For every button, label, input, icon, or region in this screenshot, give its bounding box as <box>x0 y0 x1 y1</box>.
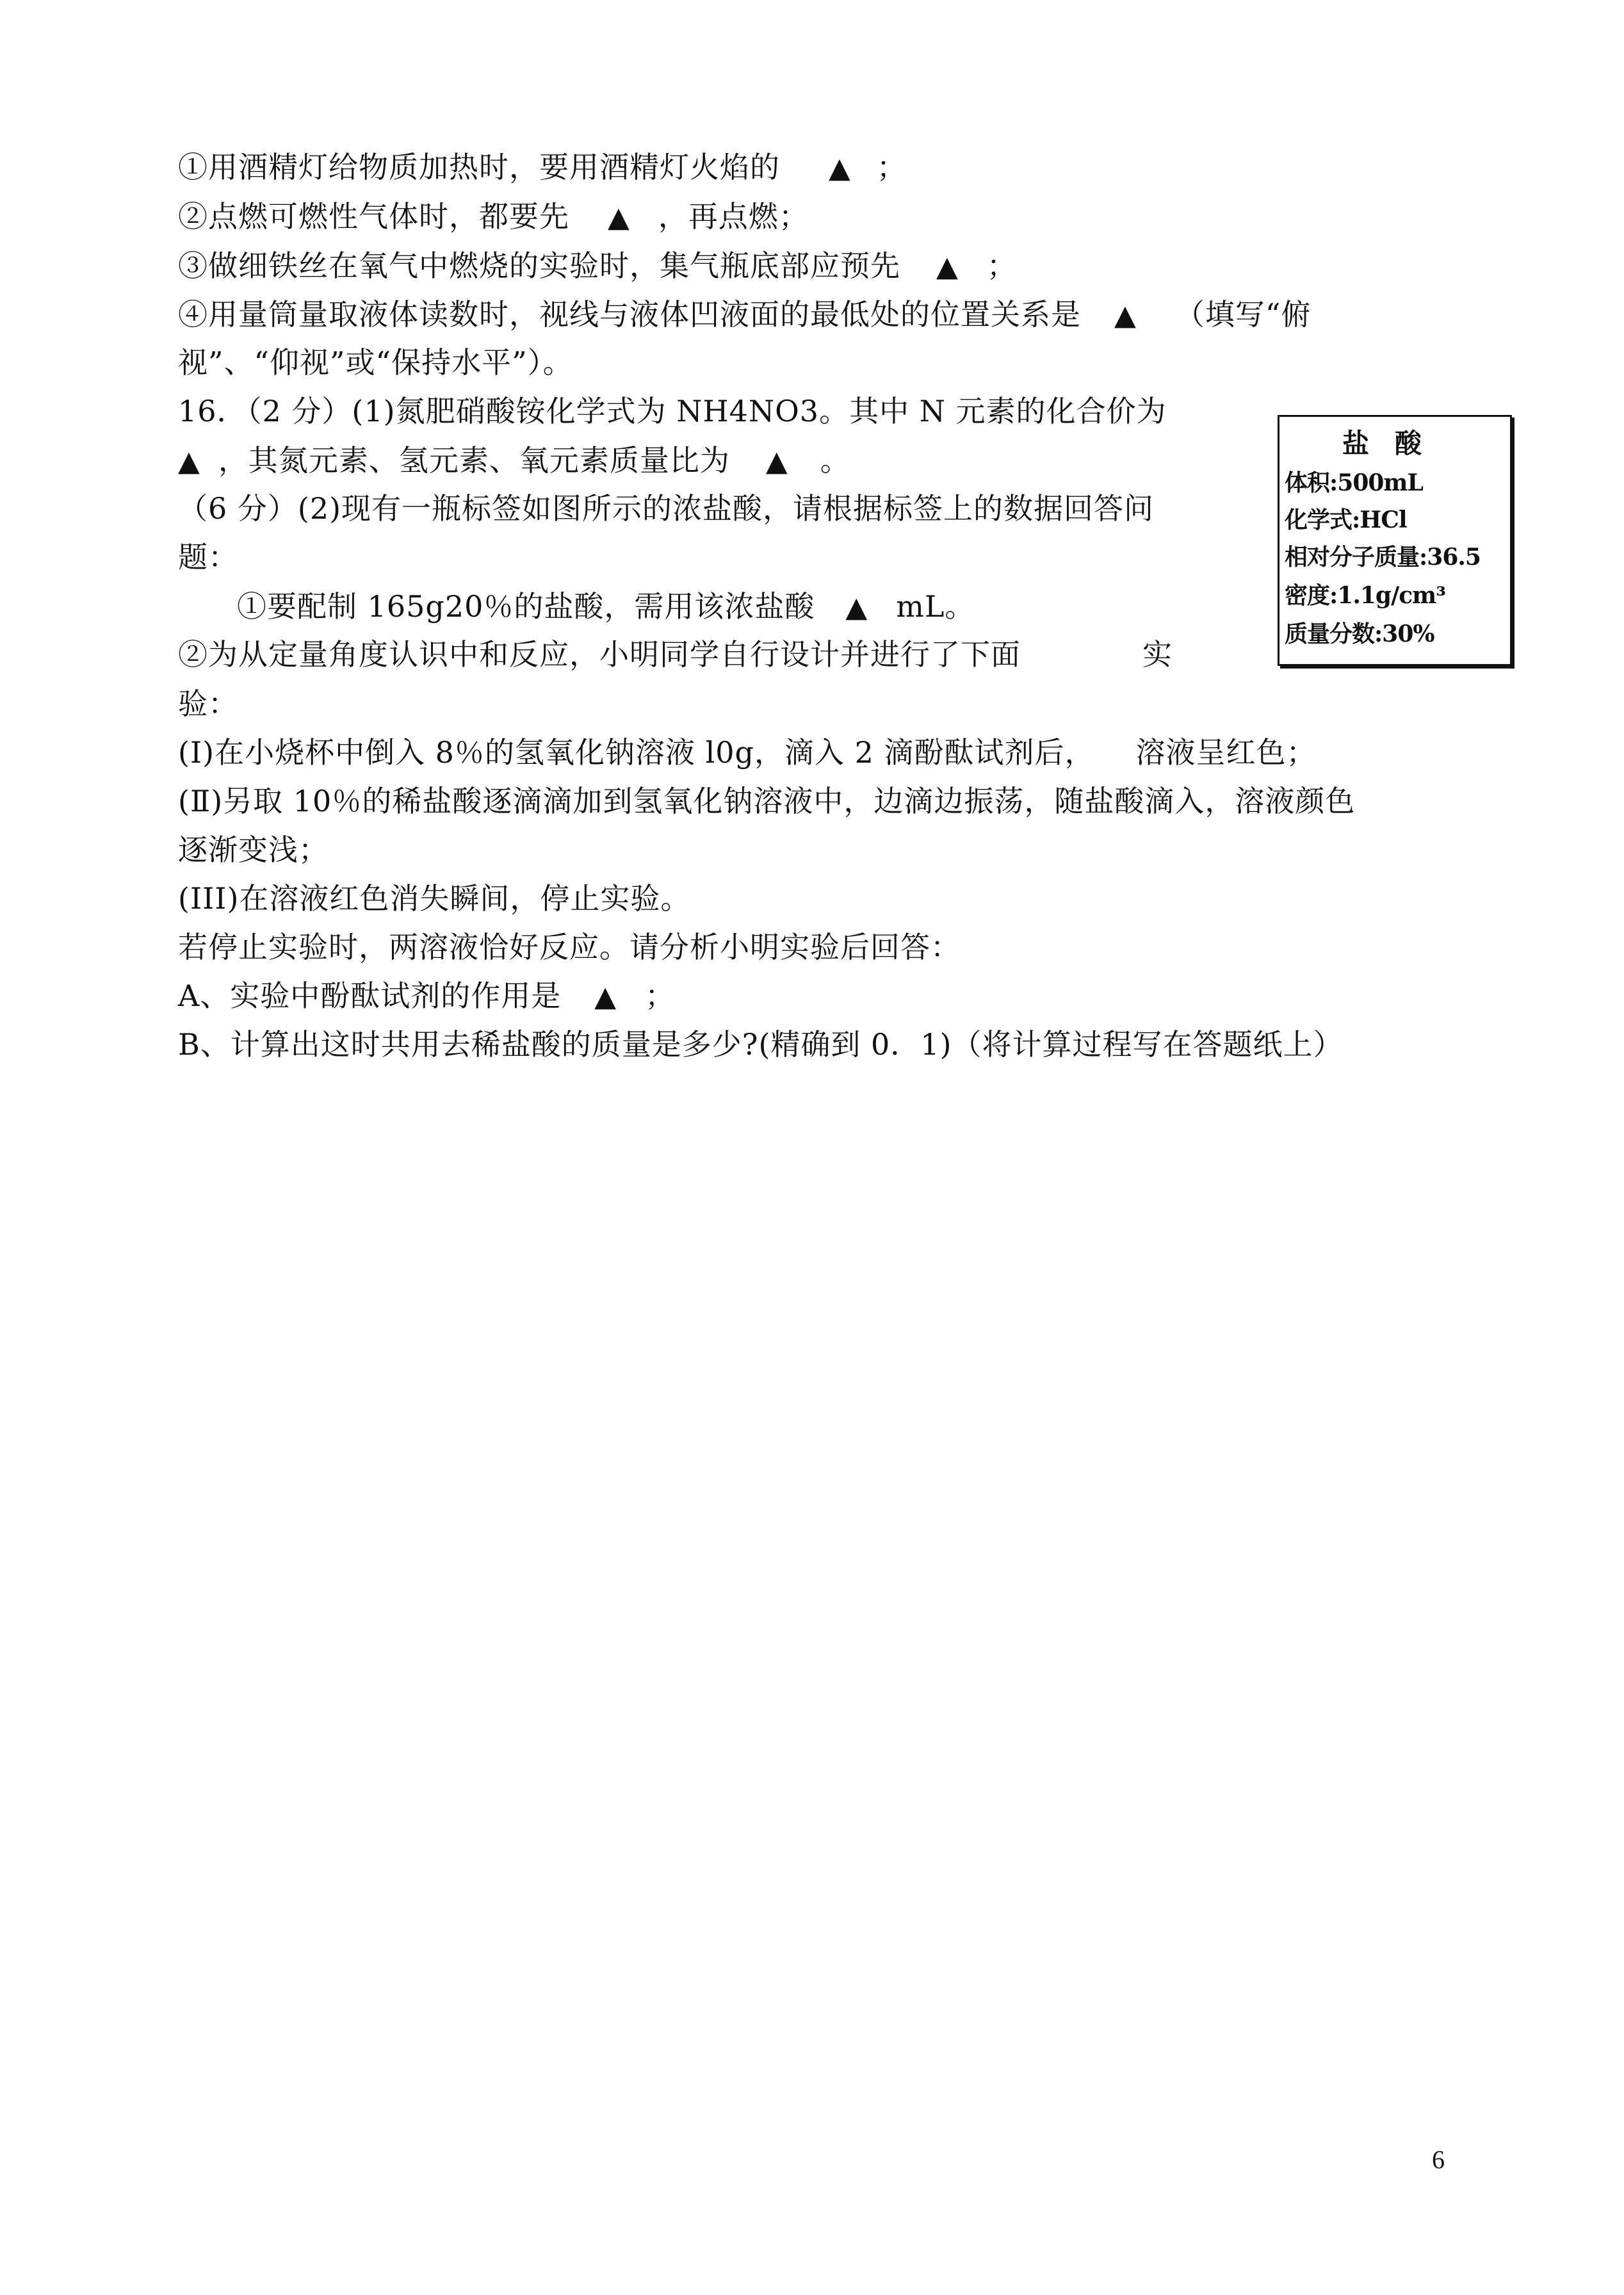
label-mass-fraction: 质量分数:30% <box>1285 620 1434 647</box>
question-line-1: ①用酒精灯给物质加热时，要用酒精灯火焰的 ▲ ； <box>178 147 907 188</box>
answer-blank-marker: ▲ <box>608 201 630 234</box>
question-line-8: （6 分）(2)现有一瓶标签如图所示的浓盐酸，请根据标签上的数据回答问 <box>178 491 1155 526</box>
question-line-12: 验： <box>178 686 238 721</box>
question-line-13: (Ⅰ)在小烧杯中倒入 8％的氢氧化钠溶液 l0g，滴入 2 滴酚酞试剂后， 溶液呈红色； <box>178 735 1317 770</box>
question-line-17: 若停止实验时，两溶液恰好反应。请分析小明实验后回答： <box>178 930 961 964</box>
question-line-18: A、实验中酚酞试剂的作用是 ▲ ； <box>178 976 675 1017</box>
question-line-3: ③做细铁丝在氧气中燃烧的实验时，集气瓶底部应预先 ▲ ； <box>178 246 1017 287</box>
label-density: 密度:1.1g/cm³ <box>1285 582 1446 609</box>
answer-blank-marker: ▲ <box>936 250 959 283</box>
answer-blank-marker: ▲ <box>178 445 200 478</box>
question-line-10: ①要配制 165g20％的盐酸，需用该浓盐酸 ▲ mL。 <box>237 587 975 628</box>
answer-blank-marker: ▲ <box>1114 299 1137 332</box>
question-line-14: (Ⅱ)另取 10％的稀盐酸逐滴滴加到氢氧化钠溶液中，边滴边振荡，随盐酸滴入，溶液颜色 <box>178 784 1356 818</box>
hydrochloric-acid-label <box>1278 415 1512 666</box>
answer-blank-marker: ▲ <box>829 152 851 184</box>
answer-blank-marker: ▲ <box>594 980 617 1013</box>
label-title: 盐酸 <box>1342 428 1447 459</box>
question-line-4: ④用量筒量取液体读数时，视线与液体凹液面的最低处的位置关系是 ▲ （填写“俯 <box>178 295 1311 336</box>
question-line-11: ②为从定量角度认识中和反应，小明同学自行设计并进行了下面 实 <box>178 637 1173 672</box>
question-line-2: ②点燃可燃性气体时，都要先 ▲ ，再点燃； <box>178 197 809 238</box>
answer-blank-marker: ▲ <box>765 445 788 478</box>
label-formula: 化学式:HCl <box>1285 507 1407 533</box>
question-16-heading: 16．（2 分）(1)氮肥硝酸铵化学式为 NH4NO3。其中 N 元素的化合价为 <box>178 394 1167 428</box>
page-number: 6 <box>1432 2145 1445 2174</box>
question-line-15: 逐渐变浅； <box>178 832 329 867</box>
question-line-19: B、计算出这时共用去稀盐酸的质量是多少?(精确到 0．1)（将计算过程写在答题纸上） <box>178 1027 1344 1062</box>
question-line-16: (III)在溶液红色消失瞬间，停止实验。 <box>178 881 691 916</box>
answer-blank-marker: ▲ <box>845 591 868 624</box>
label-volume: 体积:500mL <box>1285 469 1423 496</box>
question-line-7: ▲ ，其氮元素、氢元素、氧元素质量比为 ▲ 。 <box>178 441 850 482</box>
question-line-5: 视”、“仰视”或“保持水平”）。 <box>178 345 573 380</box>
label-molar-mass: 相对分子质量:36.5 <box>1285 544 1481 571</box>
question-line-9: 题： <box>178 540 238 574</box>
